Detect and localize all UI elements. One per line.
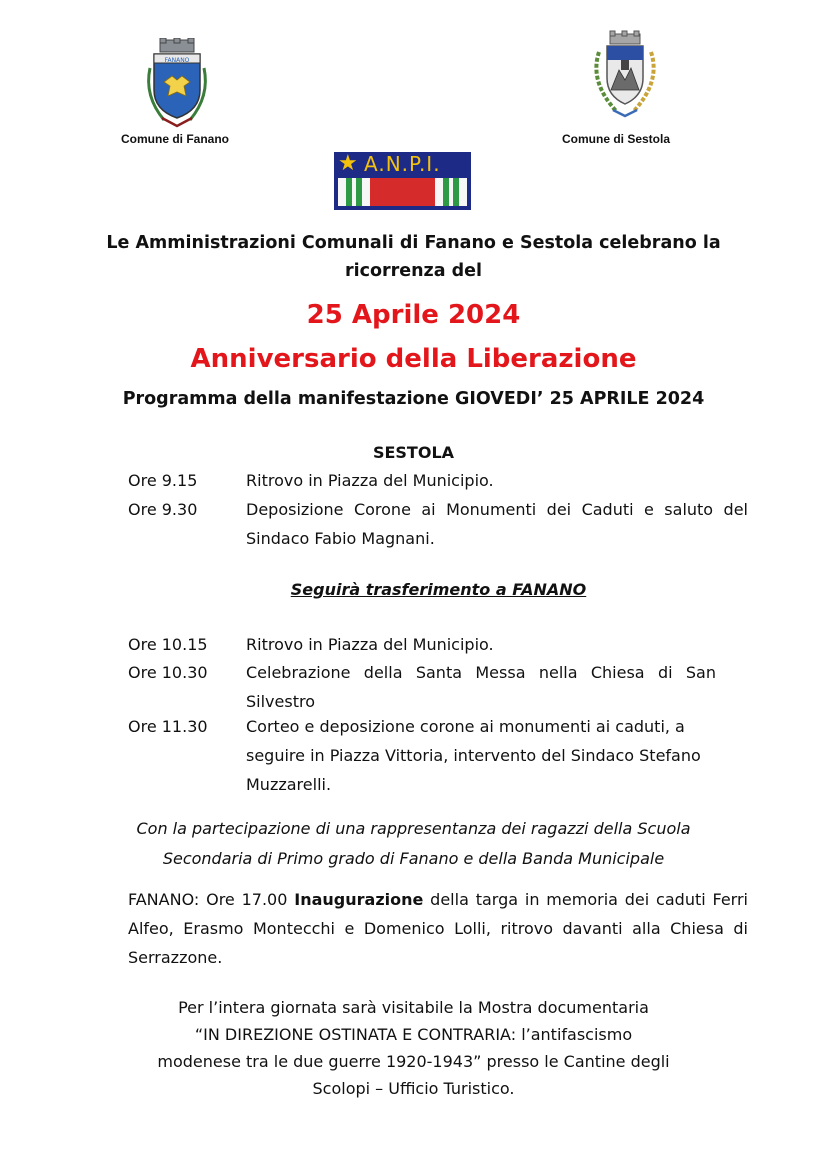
- sestola-heading: SESTOLA: [372, 443, 455, 462]
- participation-note: [100, 814, 727, 874]
- intro-line-1: Le Amministrazioni Comunali di Fanano e Sestola celebrano la: [106, 233, 721, 253]
- schedule-description: Ritrovo in Piazza del Municipio.: [246, 471, 494, 490]
- exhibit-line-3: modenese tra le due guerre 1920-1943” presso le Cantine degli: [157, 1052, 670, 1071]
- exhibit-line-1: Per l’intera giornata sarà visitabile la Mostra documentaria: [178, 998, 649, 1017]
- exhibit-line-4: Scolopi – Ufficio Turistico.: [312, 1079, 515, 1098]
- participation-line-1: Con la partecipazione di una rappresentanza dei ragazzi della Scuola: [136, 819, 691, 838]
- event-details: della targa in memoria dei caduti Ferri Alfeo, Erasmo Montecchi e Domenico Lolli, ritrovo davanti alla Chiesa di Serrazzone.: [128, 890, 748, 967]
- crest-left-label: FANANO: [164, 57, 190, 64]
- schedule-description: Celebrazione della Santa Messa nella Chiesa di San Silvestro: [246, 663, 716, 711]
- anpi-logo-text: A.N.P.I.: [364, 152, 441, 176]
- schedule-description: Ritrovo in Piazza del Municipio.: [246, 635, 494, 654]
- italian-flag-stripes: [338, 178, 467, 206]
- exhibit-line-2: “IN DIREZIONE OSTINATA E CONTRARIA: l’antifascismo: [194, 1025, 633, 1044]
- anpi-logo: [334, 152, 471, 210]
- schedule-time: Ore 10.30: [128, 663, 208, 682]
- event-prefix: FANANO: Ore 17.00: [128, 890, 295, 909]
- star-icon: ★: [338, 152, 358, 176]
- intro-text: [70, 229, 757, 285]
- comune-sestola-label: Comune di Sestola: [562, 132, 671, 146]
- fanano-afternoon-event: [128, 885, 748, 972]
- sestola-coat-of-arms: [583, 30, 667, 120]
- schedule-time: Ore 9.30: [128, 500, 198, 519]
- program-title: Programma della manifestazione GIOVEDI’ 25 APRILE 2024: [122, 389, 705, 409]
- intro-line-2: ricorrenza del: [344, 261, 483, 281]
- participation-line-2: Secondaria di Primo grado di Fanano e della Banda Municipale: [162, 849, 665, 868]
- schedule-description: Deposizione Corone ai Monumenti dei Caduti e saluto del Sindaco Fabio Magnani.: [246, 500, 748, 548]
- fanano-coat-of-arms: [142, 38, 212, 130]
- schedule-time: Ore 10.15: [128, 635, 208, 654]
- event-highlight: Inaugurazione: [294, 890, 424, 909]
- comune-fanano-label: Comune di Fanano: [121, 132, 229, 146]
- schedule-time: Ore 9.15: [128, 471, 198, 490]
- transfer-note: Seguirà trasferimento a FANANO: [290, 580, 587, 599]
- schedule-description: Corteo e deposizione corone ai monumenti ai caduti, a seguire in Piazza Vittoria, intervento del Sindaco Stefano Muzzarelli.: [246, 717, 701, 794]
- schedule-time: Ore 11.30: [128, 717, 208, 736]
- anniversary-title: Anniversario della Liberazione: [190, 344, 637, 374]
- date-title: 25 Aprile 2024: [306, 300, 521, 330]
- exhibition-note: [110, 994, 717, 1102]
